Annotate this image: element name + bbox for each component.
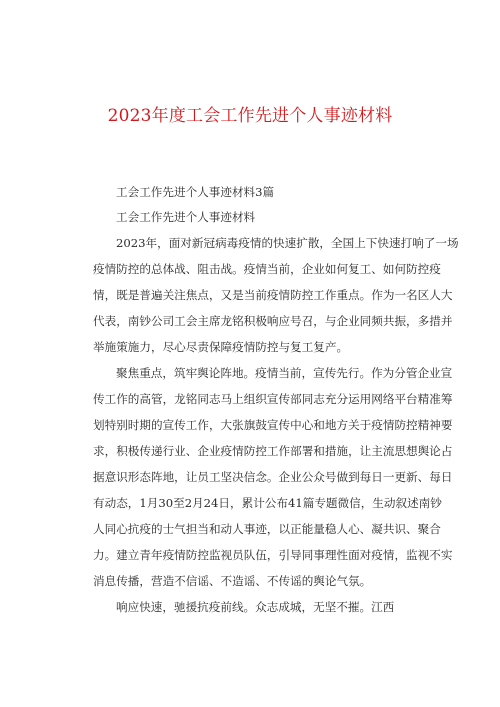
body-line: 传工作的高管，龙铭同志马上组织宣传部同志充分运用网络平台精准筹 <box>93 392 453 406</box>
section-heading: 工会工作先进个人事迹材料 <box>116 210 256 224</box>
body-line: 人同心抗疫的士气担当和动人事迹，以正能量稳人心、凝共识、聚合 <box>93 522 441 536</box>
body-line: 疫情防控的总体战、阻击战。疫情当前，企业如何复工、如何防控疫 <box>93 262 441 276</box>
body-line: 有动态，1月30至2月24日，累计公布41篇专题微信，生动叙述南钞 <box>93 496 442 510</box>
body-line: 划特别时期的宣传工作，大张旗鼓宣传中心和地方关于疫情防控精神要 <box>93 418 453 432</box>
body-line: 据意识形态阵地，让员工坚决信念。企业公众号做到每日一更新、每日 <box>93 470 453 484</box>
body-line: 求，积极传递行业、企业疫情防控工作部署和措施，让主流思想舆论占 <box>93 444 453 458</box>
body-line: 聚焦重点，筑牢舆论阵地。疫情当前，宣传先行。作为分管企业宣 <box>116 366 453 380</box>
body-line: 代表，南钞公司工会主席龙铭积极响应号召，与企业同频共振，多措并 <box>93 314 453 328</box>
body-line: 力。建立青年疫情防控监视员队伍，引导同事理性面对疫情，监视不实 <box>93 548 453 562</box>
body-line: 响应快速，驰援抗疫前线。众志成城，无坚不摧。江西 <box>116 600 395 614</box>
body-line: 情，既是普遍关注焦点，又是当前疫情防控工作重点。作为一名区人大 <box>93 288 453 302</box>
body-line: 举施策施力，尽心尽责保障疫情防控与复工复产。 <box>93 340 349 354</box>
body-line: 消息传播，营造不信谣、不造谣、不传谣的舆论气氛。 <box>93 574 372 588</box>
document-subtitle: 工会工作先进个人事迹材料3篇 <box>116 185 275 199</box>
document-title: 2023年度工会工作先进个人事迹材料 <box>107 106 393 126</box>
body-line: 2023年，面对新冠病毒疫情的快速扩散，全国上下快速打响了一场 <box>116 236 459 250</box>
